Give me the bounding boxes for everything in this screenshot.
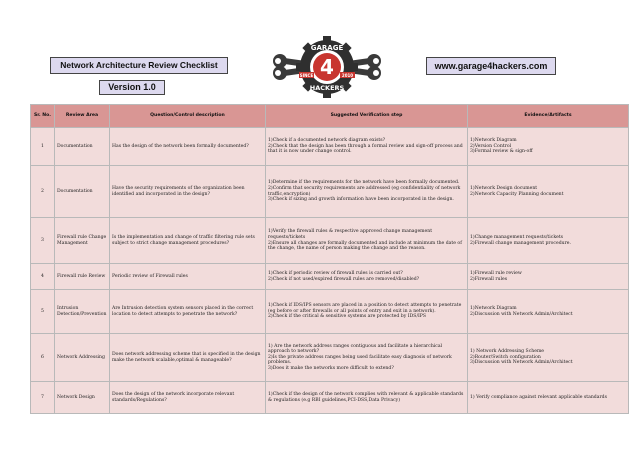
- row-number: 1: [31, 128, 55, 166]
- garage4hackers-logo: [272, 35, 382, 99]
- logo-top-text: GARAGE: [310, 44, 344, 52]
- verification-text: 1)Determine if the requirements for the network have been formally documented. 2)Confirm that security requirements are addressed (eg confidentiality of network traffic,encryption) 3)Check if sizing and growth information have been incorporated in the design.: [266, 166, 468, 218]
- review-area: Network Design: [55, 382, 110, 414]
- question-text: Is the implementation and change of traffic filtering rule sets subject to strict change management procedures?: [110, 218, 266, 264]
- verification-text: 1)Check if a documented network diagram exists? 2)Check that the design has been through a formal review and sign-off process and that it is now under change control.: [266, 128, 468, 166]
- verification-text: 1)Check if periodic review of firewall rules is carried out? 2)Check if not used/expired firewall rules are removed/disabled?: [266, 264, 468, 290]
- table-header-row: [31, 105, 629, 128]
- evidence-text: 1)Network Diagram 2)Discussion with Network Admin/Architect: [468, 290, 629, 334]
- table-row: [31, 334, 629, 382]
- row-number: 6: [31, 334, 55, 382]
- document-title-box: [50, 57, 228, 74]
- table-row: [31, 290, 629, 334]
- logo-year-badge: 2010: [341, 72, 354, 78]
- row-number: 2: [31, 166, 55, 218]
- row-number: 3: [31, 218, 55, 264]
- review-area: Intrusion Detection/Prevention: [55, 290, 110, 334]
- col-header-sr-no: Sr. No.: [31, 105, 55, 128]
- website-url-box[interactable]: [426, 57, 556, 75]
- checklist-table: [30, 104, 629, 414]
- logo-since-badge: SINCE: [299, 72, 314, 78]
- evidence-text: 1)Firewall rule review 2)Firewall rules: [468, 264, 629, 290]
- question-text: Does network addressing scheme that is specified in the design make the network scalable,optimal & manageable?: [110, 334, 266, 382]
- version-box: [99, 80, 165, 95]
- verification-text: 1) Are the network address ranges contiguous and facilitate a hierarchical approach to network? 2)Is the private address ranges being used facilitate easy diagnosis of network problems. 3)Does it make the networks more difficult to extend?: [266, 334, 468, 382]
- logo-center-text: 4: [320, 55, 334, 79]
- version-label: Version 1.0: [108, 82, 156, 92]
- review-area: Firewall rule Review: [55, 264, 110, 290]
- row-number: 5: [31, 290, 55, 334]
- review-area: Network Addressing: [55, 334, 110, 382]
- evidence-text: 1) Verify compliance against relevant applicable standards: [468, 382, 629, 414]
- question-text: Has the design of the network been formally documented?: [110, 128, 266, 166]
- logo-bottom-text: HACKERS: [309, 84, 345, 92]
- evidence-text: 1)Network Design document 2)Network Capacity Planning document: [468, 166, 629, 218]
- table-row: [31, 382, 629, 414]
- table-row: [31, 264, 629, 290]
- question-text: Are Intrusion detection system sensors placed in the correct location to detect attempts to penetrate the network?: [110, 290, 266, 334]
- question-text: Have the security requirements of the organization been identified and incorporated in the design?: [110, 166, 266, 218]
- website-url[interactable]: www.garage4hackers.com: [434, 61, 548, 71]
- verification-text: 1)Verify the firewall rules & respective approved change management requests/tickets 2)Ensure all changes are formally documented and include at minimum the date of the change, the name of person making the change and the reason.: [266, 218, 468, 264]
- col-header-verification: Suggested Verification step: [266, 105, 468, 128]
- col-header-evidence: Evidence/Artifacts: [468, 105, 629, 128]
- table-row: [31, 218, 629, 264]
- evidence-text: 1) Network Addressing Scheme 2)Router/Switch configuration 3)Discussion with Network Admin/Architect: [468, 334, 629, 382]
- table-row: [31, 166, 629, 218]
- document-title: Network Architecture Review Checklist: [60, 60, 218, 70]
- col-header-question: Question/Control description: [110, 105, 266, 128]
- evidence-text: 1)Change management requests/tickets 2)Firewall change management procedure.: [468, 218, 629, 264]
- question-text: Does the design of the network incorporate relevant standards/Regulations?: [110, 382, 266, 414]
- row-number: 4: [31, 264, 55, 290]
- table-row: [31, 128, 629, 166]
- review-area: Firewall rule Change Management: [55, 218, 110, 264]
- verification-text: 1)Check if IDS/IPS sensors are placed in a position to detect attempts to penetrate (eg before or after firewalls or all points of entry and exit in a network). 2)Check if the critical & sensitive systems are protected by IDS/IPS: [266, 290, 468, 334]
- review-area: Documentation: [55, 128, 110, 166]
- review-area: Documentation: [55, 166, 110, 218]
- col-header-review-area: Review Area: [55, 105, 110, 128]
- verification-text: 1)Check if the design of the network complies with relevant & applicable standards & regulations (e.g RBI guidelines,PCI-DSS,Data Privacy): [266, 382, 468, 414]
- question-text: Periodic review of Firewall rules: [110, 264, 266, 290]
- row-number: 7: [31, 382, 55, 414]
- evidence-text: 1)Network Diagram 2)Version Control 3)Formal review & sign-off: [468, 128, 629, 166]
